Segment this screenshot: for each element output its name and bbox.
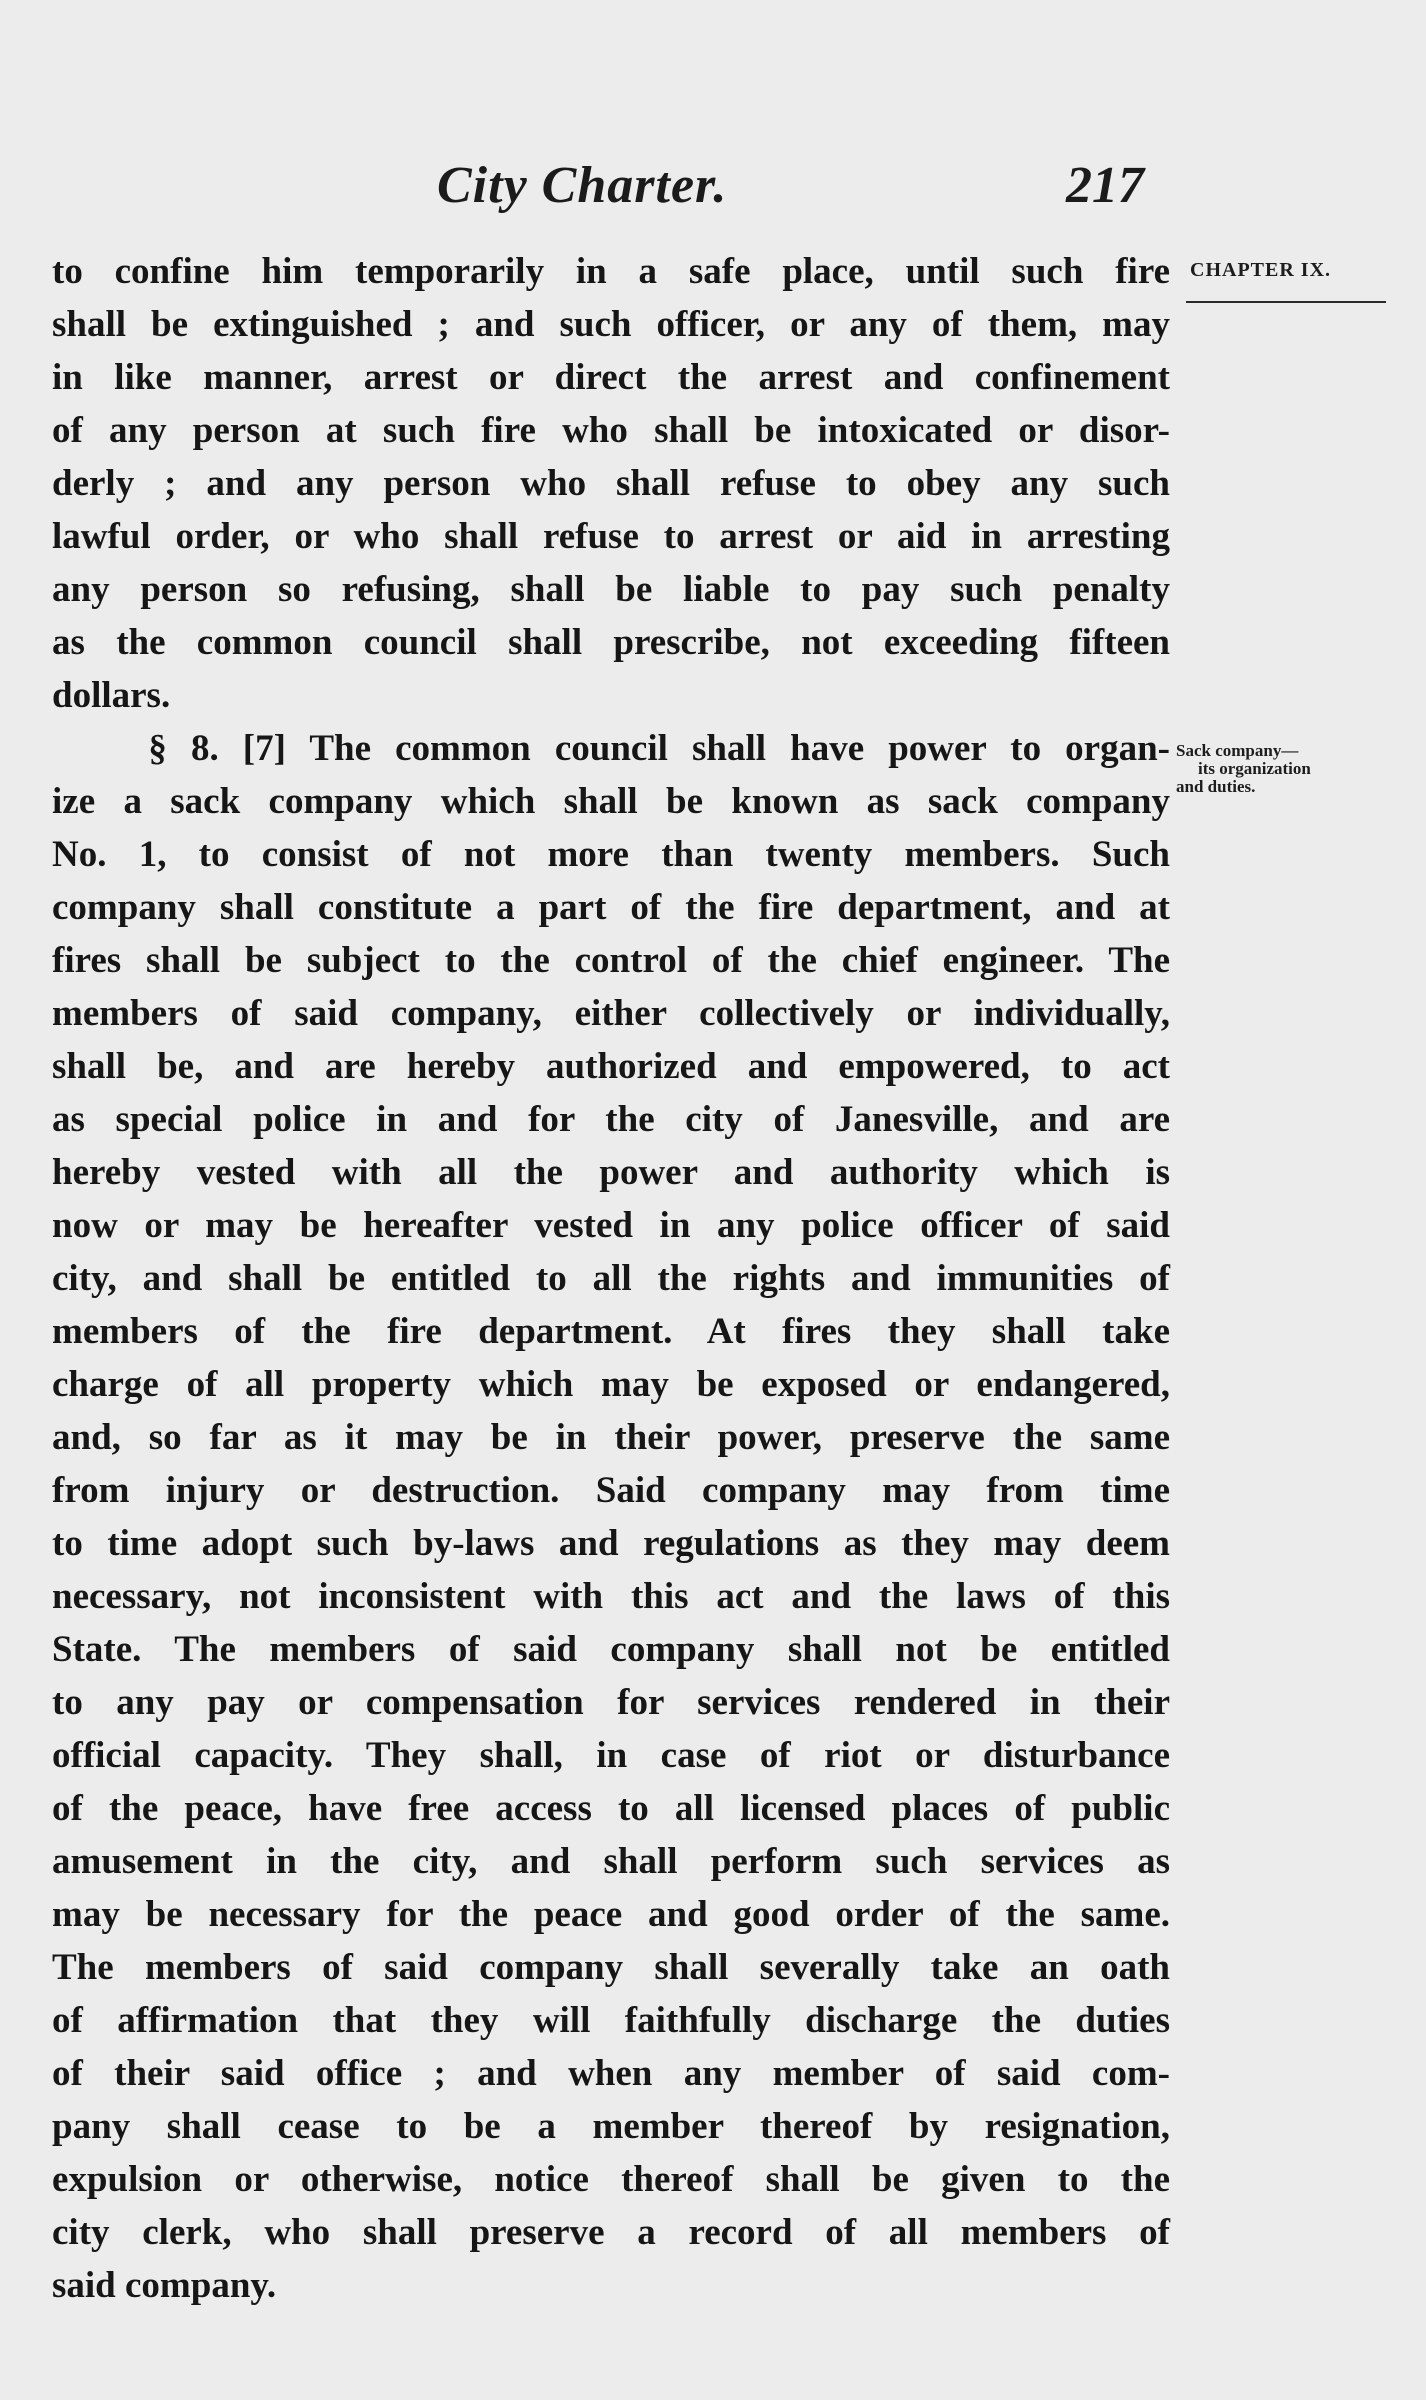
text-line: hereby vested with all the power and authority which is [52,1152,1170,1193]
text-line: to confine him temporarily in a safe place, until such fire [52,251,1170,292]
text-line: of any person at such fire who shall be intoxicated or disor- [52,410,1170,451]
text-line: charge of all property which may be exposed or endangered, [52,1364,1170,1405]
margin-divider [1186,301,1386,303]
text-line: amusement in the city, and shall perform such services as [52,1841,1170,1882]
text-line: necessary, not inconsistent with this act and the laws of this [52,1576,1170,1617]
running-title: City Charter. [437,157,728,214]
text-line: The members of said company shall severally take an oath [52,1947,1170,1988]
text-line: as special police in and for the city of Janesville, and are [52,1099,1170,1140]
text-line: city, and shall be entitled to all the rights and immunities of [52,1258,1170,1299]
margin-sidenote [1176,742,1390,796]
text-line: city clerk, who shall preserve a record of all members of [52,2212,1170,2253]
text-line: said company. [52,2265,277,2306]
text-line: to time adopt such by-laws and regulations as they may deem [52,1523,1170,1564]
sidenote-line: Sack company— [1176,741,1299,760]
text-line: any person so refusing, shall be liable to pay such penalty [52,569,1170,610]
text-line: dollars. [52,675,171,716]
text-line: shall be, and are hereby authorized and empowered, to act [52,1046,1170,1087]
text-line: of their said office ; and when any member of said com- [52,2053,1170,2094]
sidenote-line: and duties. [1176,777,1256,796]
text-line: may be necessary for the peace and good order of the same. [52,1894,1170,1935]
text-line: members of the fire department. At fires they shall take [52,1311,1170,1352]
text-line: of affirmation that they will faithfully discharge the duties [52,2000,1170,2041]
text-line: from injury or destruction. Said company may from time [52,1470,1170,1511]
text-line: company shall constitute a part of the fire department, and at [52,887,1170,928]
text-line: as the common council shall prescribe, not exceeding fifteen [52,622,1170,663]
page-number: 217 [1066,157,1144,214]
text-line: shall be extinguished ; and such officer, or any of them, may [52,304,1170,345]
text-line: No. 1, to consist of not more than twenty members. Such [52,834,1170,875]
page-header [0,156,1426,226]
text-line: now or may be hereafter vested in any police officer of said [52,1205,1170,1246]
text-line: ize a sack company which shall be known as sack company [52,781,1170,822]
margin-chapter-label: CHAPTER IX. [1190,259,1332,281]
text-line: expulsion or otherwise, notice thereof shall be given to the [52,2159,1170,2200]
sidenote-line: its organization [1198,759,1311,778]
text-line: State. The members of said company shall not be entitled [52,1629,1170,1670]
text-line: derly ; and any person who shall refuse to obey any such [52,463,1170,504]
section-heading-line: § 8. [7] The common council shall have power to organ- [52,728,1170,769]
text-line: in like manner, arrest or direct the arrest and confinement [52,357,1170,398]
text-line: of the peace, have free access to all licensed places of public [52,1788,1170,1829]
text-line: pany shall cease to be a member thereof by resignation, [52,2106,1170,2147]
text-line: and, so far as it may be in their power, preserve the same [52,1417,1170,1458]
text-line: to any pay or compensation for services rendered in their [52,1682,1170,1723]
text-line: official capacity. They shall, in case of riot or disturbance [52,1735,1170,1776]
text-line: members of said company, either collectively or individually, [52,993,1170,1034]
body-text [52,245,1170,2312]
text-line: fires shall be subject to the control of the chief engineer. The [52,940,1170,981]
text-line: lawful order, or who shall refuse to arrest or aid in arresting [52,516,1170,557]
